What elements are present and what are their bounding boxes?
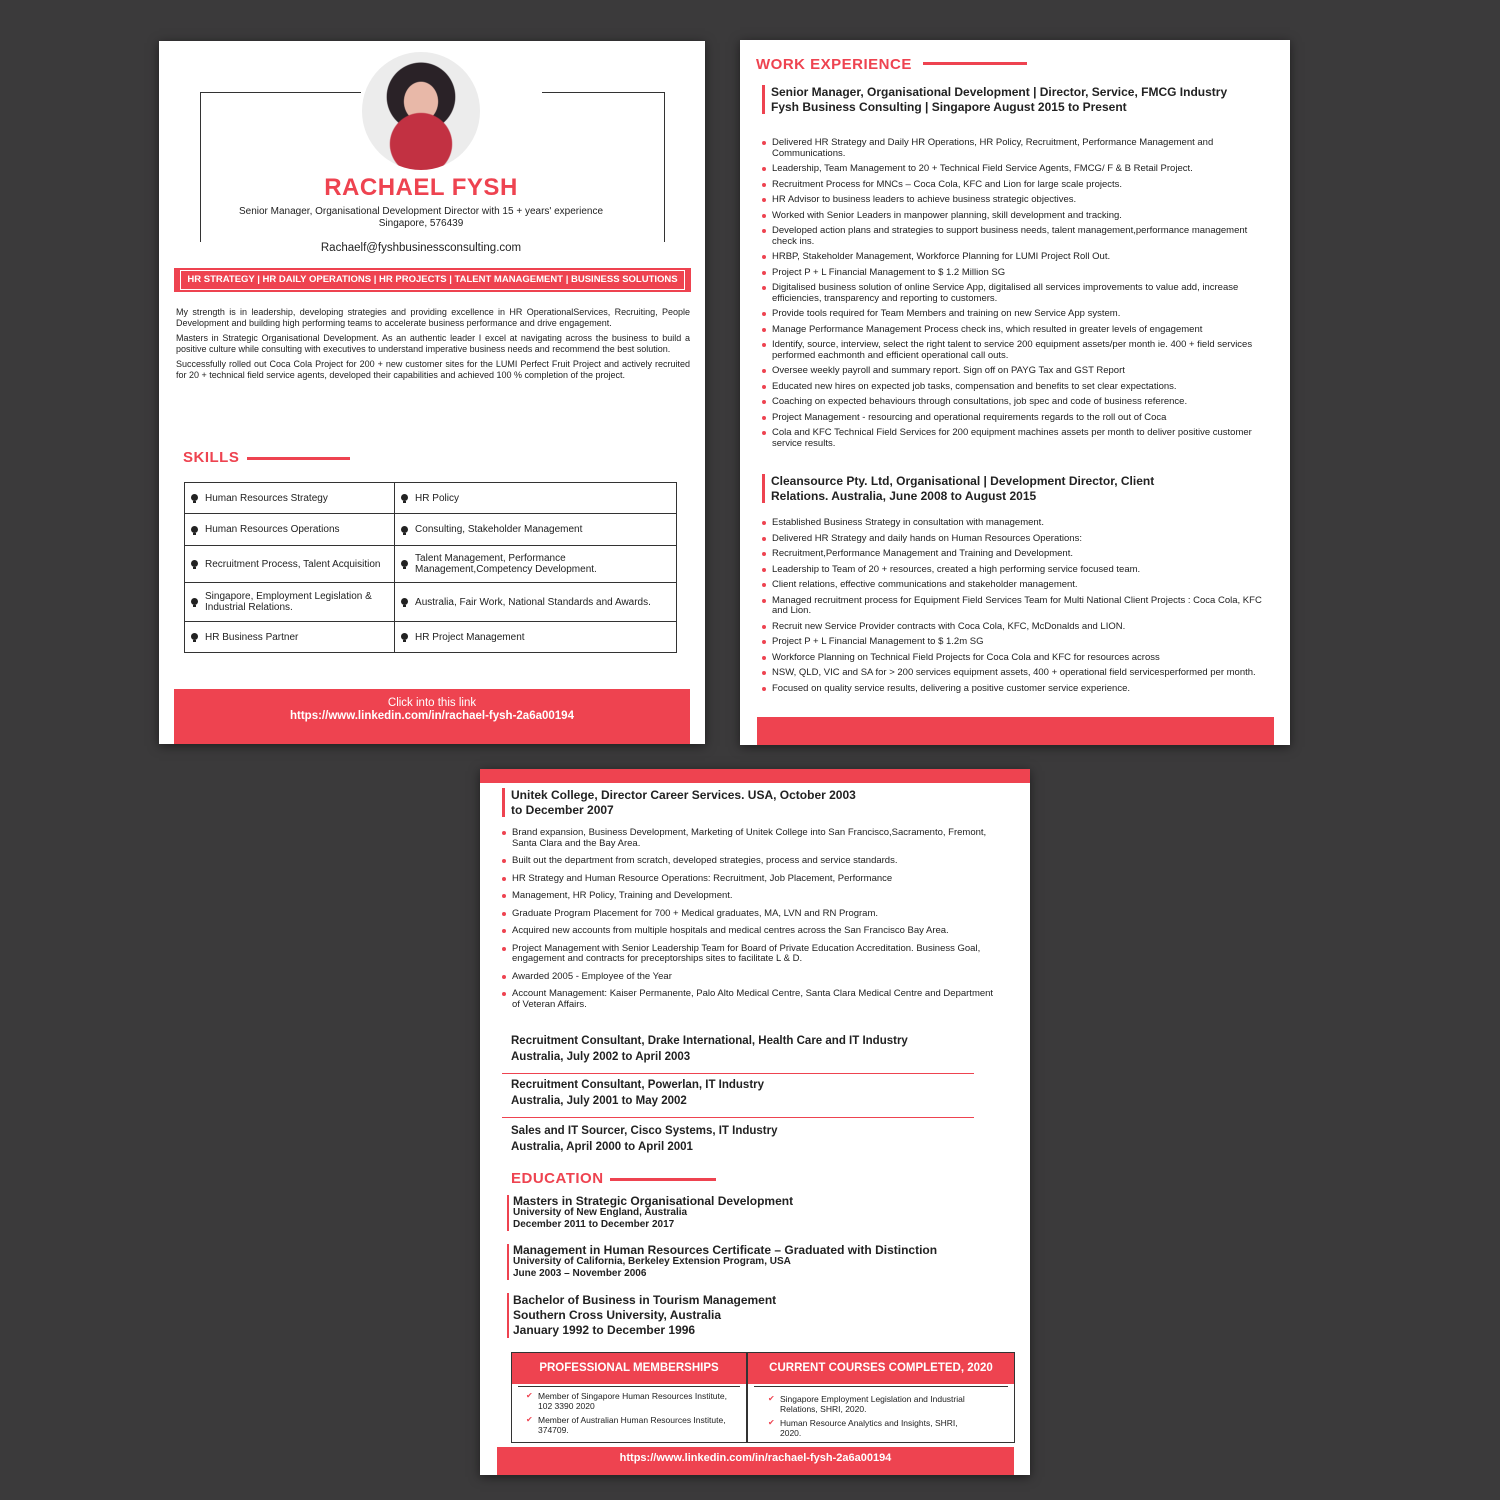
bullet-item: Coaching on expected behaviours through consultations, job spec and code of business reference.	[762, 397, 1262, 408]
bullet-item: Recruitment Process for MNCs – Coca Cola, KFC and Lion for large scale projects.	[762, 180, 1262, 191]
skill-label: HR Policy	[415, 492, 459, 504]
bullet-item: Focused on quality service results, delivering a positive customer service experience.	[762, 684, 1262, 695]
footer-cta: Click into this link	[387, 697, 477, 709]
skill-cell	[185, 546, 395, 583]
lightbulb-icon	[191, 526, 198, 533]
page-footer-bar	[757, 717, 1274, 745]
education-title: EDUCATION	[511, 1170, 604, 1187]
course-item: ✔ Singapore Employment Legislation and Industrial Relations, SHRI, 2020.	[768, 1394, 978, 1414]
role-dates: Australia, April 2000 to April 2001	[511, 1141, 693, 1153]
previous-role	[511, 1033, 908, 1065]
page-header-bar	[480, 769, 1030, 783]
role-title: Recruitment Consultant, Powerlan, IT Industry	[511, 1079, 765, 1091]
skill-cell	[395, 514, 677, 546]
skill-cell	[185, 622, 395, 653]
job-company: Fysh Business Consulting | Singapore August 2015 to Present	[771, 99, 1127, 114]
bullet-item: Project Management with Senior Leadership Team for Board of Private Education Accreditation. Business Goal, engagement and contracts for preceptorships sites to facilitate L & D.	[502, 944, 997, 965]
bullet-item: Recruitment,Performance Management and Training and Development.	[762, 549, 1262, 560]
membership-item: ✔ Member of Australian Human Resources Institute, 374709.	[526, 1415, 736, 1435]
memberships-courses-box	[511, 1352, 1015, 1443]
bullet-item: NSW, QLD, VIC and SA for > 200 services equipment assets, 400 + operational field servicesperformed per month.	[762, 668, 1262, 679]
bullet-item: Delivered HR Strategy and Daily HR Operations, HR Policy, Recruitment, Performance Management and Communications.	[762, 138, 1262, 159]
job-bullets	[502, 828, 997, 1017]
role-title: Sales and IT Sourcer, Cisco Systems, IT Industry	[511, 1125, 778, 1137]
linkedin-footer	[174, 689, 690, 744]
bullet-item: Oversee weekly payroll and summary report. Sign off on PAYG Tax and GST Report	[762, 366, 1262, 377]
skills-row	[185, 514, 677, 546]
bullet-item: Account Management: Kaiser Permanente, Palo Alto Medical Centre, Santa Clara Medical Centre and Department of Veteran Affairs.	[502, 989, 997, 1010]
skill-cell	[185, 483, 395, 514]
courses-list	[768, 1394, 978, 1442]
bullet-item: Management, HR Policy, Training and Development.	[502, 891, 997, 902]
skill-cell	[185, 514, 395, 546]
focus-banner	[174, 268, 691, 292]
role-dates: Australia, July 2002 to April 2003	[511, 1051, 691, 1063]
job-title: Senior Manager, Organisational Development | Director, Service, FMCG Industry	[771, 85, 1228, 99]
work-experience-underline	[923, 62, 1027, 65]
degree-school: Southern Cross University, Australia	[513, 1308, 722, 1322]
bullet-item: Delivered HR Strategy and daily hands on Human Resources Operations:	[762, 534, 1262, 545]
candidate-subtitle	[219, 206, 623, 230]
box-rule	[518, 1386, 740, 1387]
box-rule	[754, 1386, 1008, 1387]
profile-paragraph: Successfully rolled out Coca Cola Project for 200 + new customer sites for the LUMI Perfect Fruit Project and actively recruited for 20 + technical field service agents, developed their capabilities and achieved 100 % completion of the project.	[176, 359, 690, 380]
banner-text: HR STRATEGY | HR DAILY OPERATIONS | HR PROJECTS | TALENT MANAGEMENT | BUSINESS SOLUTIONS	[180, 270, 684, 290]
resume-page-1	[159, 41, 705, 744]
bullet-item: Worked with Senior Leaders in manpower planning, skill development and tracking.	[762, 211, 1262, 222]
lightbulb-icon	[401, 560, 408, 567]
skill-label: Talent Management, Performance Management,Competency Development.	[415, 553, 597, 575]
job-bullets	[762, 518, 1262, 699]
skill-label: HR Project Management	[415, 631, 525, 643]
degree-dates: December 2011 to December 2017	[513, 1219, 675, 1230]
bullet-item: Manage Performance Management Process check ins, which resulted in greater levels of engagement	[762, 325, 1262, 336]
courses-title: CURRENT COURSES COMPLETED, 2020	[748, 1353, 1014, 1384]
bullet-item: Awarded 2005 - Employee of the Year	[502, 972, 997, 983]
profile-paragraph: Masters in Strategic Organisational Development. As an authentic leader I excel at navigating across the business to build a positive culture while consulting with executives to understand imperative business needs and recommend the best solution.	[176, 333, 690, 354]
skill-label: Human Resources Operations	[205, 524, 340, 535]
job-bullets	[762, 138, 1262, 454]
bullet-item: Identify, source, interview, select the right talent to service 200 equipment assets/per month ie. 400 + field services performed eachmonth and efficient operational call outs.	[762, 340, 1262, 361]
bullet-item: Digitalised business solution of online Service App, digitalised all services improvements to value add, increase efficiencies, transparency and reporting to customers.	[762, 283, 1262, 304]
bullet-item: Acquired new accounts from multiple hospitals and medical centres across the San Francisco Bay Area.	[502, 926, 997, 937]
lightbulb-icon	[191, 633, 198, 640]
job-header	[762, 474, 1281, 503]
profile-paragraph: My strength is in leadership, developing strategies and providing excellence in HR OperationalServices, Recruiting, People Development and building high performing teams to accelerate business performance and drive engagement.	[176, 307, 690, 328]
skill-label: Australia, Fair Work, National Standards and Awards.	[415, 596, 651, 608]
bullet-item: Brand expansion, Business Development, Marketing of Unitek College into San Francisco,Sacramento, Fremont, Santa Clara and the Bay Area.	[502, 828, 997, 849]
linkedin-link[interactable]: https://www.linkedin.com/in/rachael-fysh-2a6a00194	[619, 1452, 892, 1464]
job-header	[502, 788, 1011, 817]
bullet-item: HRBP, Stakeholder Management, Workforce Planning for LUMI Project Roll Out.	[762, 252, 1262, 263]
bullet-item: Managed recruitment process for Equipment Field Services Team for Multi National Client Projects : Coca Cola, KFC and Lion.	[762, 596, 1262, 617]
lightbulb-icon	[191, 560, 198, 567]
education-entry	[507, 1195, 793, 1231]
skills-table	[184, 482, 677, 653]
lightbulb-icon	[191, 598, 198, 605]
bullet-item: Project P + L Financial Management to $ 1.2 Million SG	[762, 268, 1262, 279]
bullet-item: Educated new hires on expected job tasks, compensation and benefits to set clear expectations.	[762, 382, 1262, 393]
bullet-item: Established Business Strategy in consultation with management.	[762, 518, 1262, 529]
bullet-item: Client relations, effective communications and stakeholder management.	[762, 580, 1262, 591]
job-company: to December 2007	[511, 802, 614, 817]
bullet-item: Leadership to Team of 20 + resources, created a high performing service focused team.	[762, 565, 1262, 576]
role-divider	[502, 1117, 974, 1118]
work-experience-title: WORK EXPERIENCE	[756, 56, 912, 73]
skills-row	[185, 622, 677, 653]
email-text[interactable]: Rachaelf@fyshbusinessconsulting.com	[315, 242, 527, 254]
bullet-item: Project Management - resourcing and operational requirements regards to the roll out of Coca	[762, 413, 1262, 424]
subtitle-text: Senior Manager, Organisational Development Director with 15 + years' experience	[238, 206, 604, 217]
bullet-item: Project P + L Financial Management to $ 1.2m SG	[762, 637, 1262, 648]
job-title: Cleansource Pty. Ltd, Organisational | Development Director, Client	[771, 474, 1155, 488]
skill-cell	[395, 546, 677, 583]
membership-item: ✔ Member of Singapore Human Resources Institute, 102 3390 2020	[526, 1391, 736, 1411]
degree-dates: January 1992 to December 1996	[513, 1323, 696, 1337]
education-entry	[507, 1244, 937, 1280]
course-item: ✔ Human Resource Analytics and Insights, SHRI, 2020.	[768, 1418, 978, 1438]
lightbulb-icon	[401, 598, 408, 605]
skills-row	[185, 546, 677, 583]
bullet-item: Graduate Program Placement for 700 + Medical graduates, MA, LVN and RN Program.	[502, 909, 997, 920]
degree-title: Masters in Strategic Organisational Development	[513, 1194, 794, 1208]
skill-label: Consulting, Stakeholder Management	[415, 524, 583, 535]
skills-title-underline	[247, 457, 350, 460]
skill-label: HR Business Partner	[205, 631, 299, 643]
skill-cell	[395, 483, 677, 514]
bullet-item: Workforce Planning on Technical Field Projects for Coca Cola and KFC for resources across	[762, 653, 1262, 664]
skills-row	[185, 483, 677, 514]
email-line	[159, 242, 683, 254]
skill-label: Recruitment Process, Talent Acquisition	[205, 558, 381, 570]
skills-title: SKILLS	[183, 449, 240, 466]
linkedin-footer	[497, 1447, 1014, 1475]
skill-label: Singapore, Employment Legislation & Industrial Relations.	[205, 591, 372, 613]
location-text: Singapore, 576439	[378, 218, 464, 229]
degree-title: Management in Human Resources Certificate – Graduated with Distinction	[513, 1243, 938, 1257]
bullet-item: Developed action plans and strategies to support business needs, talent management,performance management check ins.	[762, 226, 1262, 247]
role-dates: Australia, July 2001 to May 2002	[511, 1095, 687, 1107]
resume-page-3	[480, 769, 1030, 1475]
linkedin-link[interactable]: https://www.linkedin.com/in/rachael-fysh-2a6a00194	[290, 710, 574, 722]
job-company: Relations. Australia, June 2008 to August 2015	[771, 488, 1037, 503]
profile-summary	[176, 307, 690, 385]
bullet-item: Provide tools required for Team Members and training on new Service App system.	[762, 309, 1262, 320]
skill-cell	[395, 583, 677, 622]
candidate-name: RACHAEL FYSH	[324, 174, 518, 201]
box-divider	[746, 1353, 748, 1442]
skill-cell	[185, 583, 395, 622]
resume-page-2	[740, 40, 1290, 745]
profile-photo	[362, 52, 480, 170]
bullet-item: Leadership, Team Management to 20 + Technical Field Service Agents, FMCG/ F & B Retail Project.	[762, 164, 1262, 175]
lightbulb-icon	[401, 494, 408, 501]
memberships-list	[526, 1391, 736, 1439]
bullet-item: Recruit new Service Provider contracts with Coca Cola, KFC, McDonalds and LION.	[762, 622, 1262, 633]
education-underline	[610, 1178, 716, 1181]
skill-label: Human Resources Strategy	[205, 492, 328, 504]
skills-row	[185, 583, 677, 622]
previous-role	[511, 1123, 778, 1155]
role-divider	[502, 1073, 974, 1074]
bullet-item: Built out the department from scratch, developed strategies, process and service standards.	[502, 856, 997, 867]
role-title: Recruitment Consultant, Drake International, Health Care and IT Industry	[511, 1035, 908, 1047]
lightbulb-icon	[191, 494, 198, 501]
job-title: Unitek College, Director Career Services. USA, October 2003	[511, 788, 856, 802]
degree-dates: June 2003 – November 2006	[513, 1268, 647, 1279]
degree-school: University of New England, Australia	[513, 1207, 688, 1218]
education-entry	[507, 1293, 776, 1338]
bullet-item: HR Advisor to business leaders to achieve business strategic objectives.	[762, 195, 1262, 206]
memberships-title: PROFESSIONAL MEMBERSHIPS	[512, 1353, 746, 1384]
lightbulb-icon	[401, 526, 408, 533]
previous-role	[511, 1077, 764, 1109]
skill-cell	[395, 622, 677, 653]
bullet-item: Cola and KFC Technical Field Services for 200 equipment machines assets per month to deliver positive customer service results.	[762, 428, 1262, 449]
lightbulb-icon	[401, 633, 408, 640]
bullet-item: HR Strategy and Human Resource Operations: Recruitment, Job Placement, Performance	[502, 874, 997, 885]
job-header	[762, 85, 1281, 114]
degree-school: University of California, Berkeley Extension Program, USA	[513, 1256, 791, 1267]
degree-title: Bachelor of Business in Tourism Management	[513, 1293, 777, 1307]
